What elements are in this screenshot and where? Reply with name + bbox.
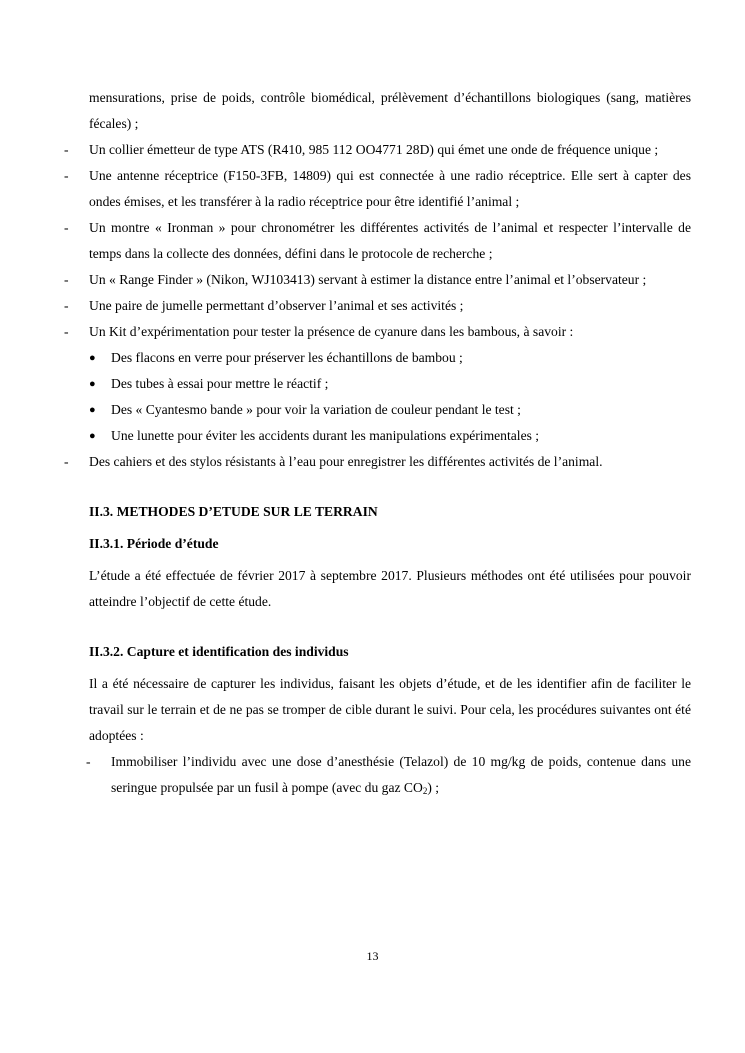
section-heading: II.3. METHODES D’ETUDE SUR LE TERRAIN: [89, 504, 378, 519]
list-item: - Un collier émetteur de type ATS (R410, 985 112 OO4771 28D) qui émet une onde de fréquence unique ;: [89, 137, 691, 163]
bullet-icon: ●: [89, 352, 96, 364]
list-item: - Des cahiers et des stylos résistants à l’eau pour enregistrer les différentes activités de l’animal.: [89, 449, 691, 475]
dash-marker: -: [64, 454, 69, 469]
dash-marker: -: [64, 272, 69, 287]
subsection-heading: II.3.2. Capture et identification des individus: [89, 644, 349, 659]
page-number: 13: [366, 949, 379, 963]
capture-paragraph: Il a été nécessaire de capturer les individus, faisant les objets d’étude, et de les identifier afin de faciliter le travail sur le terrain et de ne pas se tromper de cible durant le suivi. Pour cela, les procédures suivantes ont été adoptées :: [89, 676, 691, 743]
bullet-icon: ●: [89, 430, 96, 442]
list-item: - Une paire de jumelle permettant d’observer l’animal et ses activités ;: [89, 293, 691, 319]
subsection-heading: II.3.1. Période d’étude: [89, 536, 219, 551]
kit-list-item: ● Des tubes à essai pour mettre le réactif ;: [89, 371, 691, 397]
continuation-text: mensurations, prise de poids, contrôle biomédical, prélèvement d’échantillons biologiques (sang, matières fécales) ;: [89, 90, 691, 131]
dash-marker: -: [64, 324, 69, 339]
dash-marker: -: [64, 142, 69, 157]
dash-marker: -: [86, 754, 91, 769]
list-item: - Immobiliser l’individu avec une dose d’anesthésie (Telazol) de 10 mg/kg de poids, contenue dans une seringue propulsée par un fusil à pompe (avec du gaz $CO_2$) ;: [89, 749, 691, 801]
dash-marker: -: [64, 220, 69, 235]
bullet-icon: ●: [89, 378, 96, 390]
list-item: - Une antenne réceptrice (F150-3FB, 14809) qui est connectée à une radio réceptrice. Elle sert à capter des ondes émises, et les transférer à la radio réceptrice pour être identifié l’animal ;: [89, 163, 691, 215]
dash-marker: -: [64, 168, 69, 183]
list-item: - Un Kit d’expérimentation pour tester la présence de cyanure dans les bambous, à savoir :: [89, 319, 691, 345]
kit-list-item: ● Des « Cyantesmo bande » pour voir la variation de couleur pendant le test ;: [89, 397, 691, 423]
bullet-icon: ●: [89, 404, 96, 416]
list-item: - Un « Range Finder » (Nikon, WJ103413) servant à estimer la distance entre l’animal et l’observateur ;: [89, 267, 691, 293]
page-content: [64, 85, 691, 801]
study-period-paragraph: L’étude a été effectuée de février 2017 à septembre 2017. Plusieurs méthodes ont été utilisées pour pouvoir atteindre l’objectif de cette étude.: [89, 568, 691, 609]
list-item: - Un montre « Ironman » pour chronométrer les différentes activités de l’animal et respecter l’intervalle de temps dans la collecte des données, défini dans le protocole de recherche ;: [89, 215, 691, 267]
dash-marker: -: [64, 298, 69, 313]
kit-list-item: ● Une lunette pour éviter les accidents durant les manipulations expérimentales ;: [89, 423, 691, 449]
kit-list-item: ● Des flacons en verre pour préserver les échantillons de bambou ;: [89, 345, 691, 371]
